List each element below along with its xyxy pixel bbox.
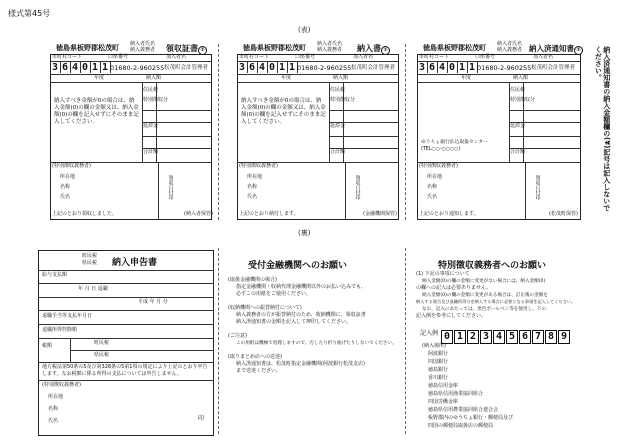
bank-line: まで送達ください。: [236, 368, 282, 374]
addr-label: (特別徴収義務者): [419, 163, 458, 169]
sub-right: 納入義務者: [497, 47, 523, 53]
municipal-code: 3 6 4 0 1 1: [238, 62, 297, 73]
notice-text: 納入すべき金額が0の場合は、納入金額(0)の欄の金額又は、納入金額(0)の欄を記入せずにそのまま記入してください。: [241, 98, 326, 126]
amount-label: 納入額: [513, 75, 529, 81]
obligor-line: 記入例を参考にしてください。: [416, 313, 487, 319]
example-digit: 4: [493, 330, 505, 344]
account-number: 01680-2-960255: [477, 64, 532, 72]
bank-line: [228, 327, 400, 334]
bank-list-item: 香川銀行: [428, 375, 449, 381]
report-row: 税額: [42, 343, 53, 349]
addr-field: 氏名: [427, 194, 438, 200]
row-label: 特別徴収分: [330, 97, 356, 103]
stamp-label: 領収日付印: [167, 175, 174, 200]
bank-line: 指定金融機関・収納代理金融機関以外のお払い込みでも、: [236, 284, 367, 290]
addr-label: (特別徴収義務者): [239, 163, 278, 169]
slip-title: 領収証書 ②: [166, 43, 207, 55]
footer-left: 上記のとおり通知します。: [419, 211, 479, 217]
example-digit: 6: [519, 330, 531, 344]
slip-receipt: [36, 40, 214, 220]
bank-notice: [228, 258, 398, 428]
bank-list-item: 徳島県信用漁業協同組合: [428, 391, 484, 397]
report-row: 町民税: [94, 340, 110, 346]
row-label: 住民税: [143, 87, 159, 93]
report-title: 納入申告書: [112, 258, 158, 268]
code-label: 市町村コード: [52, 54, 83, 60]
addr-field: 名称: [247, 184, 258, 190]
sub-right: 納入義務者: [130, 47, 156, 53]
amount-label: 納入額: [146, 75, 162, 81]
form-number: 様式第45号: [8, 9, 51, 18]
addr-field: 所在地: [60, 174, 76, 180]
obligor-line: 納入する場合及び退職所得分を納入する場合に必要となる事項を記入してください。: [416, 299, 576, 304]
bank-list-item: 徳島信用金庫: [428, 383, 459, 389]
addr-field: 氏名: [60, 194, 71, 200]
addr-field: 氏名: [247, 194, 258, 200]
example-digit: 8: [545, 330, 557, 344]
municipality: 徳島県板野郡松茂町: [56, 44, 119, 52]
center-name: ゆうちょ銀行払込取扱センター: [421, 140, 488, 145]
notice-text: 納入すべき金額が0の場合は、納入金額(0)の欄の金額又は、納入金額(0)の欄を記入せずにそのまま記入してください。: [54, 98, 139, 126]
account-number: 01680-2-960255: [110, 64, 165, 72]
fiscal-label: 年度: [281, 75, 292, 81]
payee-name: 松茂町会計管理者: [164, 65, 209, 71]
account-number: 01680-2-960255: [297, 64, 352, 72]
example-label: 記入例: [420, 330, 439, 338]
addr-label: (特別徴収義務者): [52, 163, 91, 169]
bank-line: (取扱金融機関の場合): [228, 277, 277, 283]
example-digit: 1: [454, 330, 466, 344]
front-label: (表): [298, 26, 311, 34]
example-digit: 5: [506, 330, 518, 344]
report-row: 退職手当等支払年月日: [42, 313, 93, 319]
seal-mark: 印: [198, 415, 205, 422]
name-label: 加入者名: [533, 54, 554, 60]
example-digit: 3: [480, 330, 492, 344]
name-label: 加入者名: [166, 54, 187, 60]
payee-name: 松茂町会計管理者: [531, 65, 576, 71]
bank-list-item: 四国の郵便局取扱店の郵便局: [428, 423, 494, 429]
addr-field: 名称: [427, 184, 438, 190]
addr-field: 名称: [60, 184, 71, 190]
footer-left: 上記のとおり納付します。: [239, 211, 299, 217]
slip-title: 納入書 ②: [357, 43, 390, 55]
row-label: 特別徴収分: [143, 97, 169, 103]
fiscal-label: 年度: [94, 75, 105, 81]
code-label: 市町村コード: [239, 54, 270, 60]
addr-field: 氏名: [48, 418, 59, 424]
row-label: 延滞金: [143, 123, 159, 129]
report-form: [38, 250, 214, 436]
obligor-line: (1) 下記の事項について: [416, 271, 470, 277]
sub-left: 納入者氏名: [130, 41, 156, 47]
addr-field: 所在地: [48, 394, 64, 400]
bank-list-label: (納入場所): [422, 343, 446, 349]
example-digit: 9: [558, 330, 570, 344]
bank-line: 納入済通知書の金額を記入して押印してください。: [236, 319, 352, 325]
bank-list-item: 板野郡内のゆうちょ銀行・郵便局及び: [428, 415, 514, 421]
obligor-notice: [416, 258, 596, 436]
row-label: 住民税: [510, 87, 526, 93]
row-label: 延滞金: [510, 123, 526, 129]
bank-line: 納入義務者の方が振替納付のため、收納機関に、領収証書: [236, 312, 366, 318]
fiscal-label: 年度: [461, 75, 472, 81]
obligor-line: 納入金額(0)の欄の金額に変更がある場合は、訂正後の金額を: [422, 293, 548, 298]
report-row: 給与支払額: [42, 272, 68, 278]
row-label: 合計額: [143, 149, 159, 155]
account-label: 口座番号: [475, 54, 496, 60]
example-digit: 7: [532, 330, 544, 344]
municipality: 徳島県板野郡松茂町: [243, 44, 306, 52]
stamp-label: 領収日付印: [354, 175, 361, 200]
sub-left: 納入者氏名: [317, 41, 343, 47]
row-label: 合計額: [330, 149, 346, 155]
bank-line: 納入済通知書は、松茂町指定金融機関(阿波銀行松茂支店): [236, 361, 365, 367]
obligor-line: の欄への記入は必要ありません。: [416, 285, 492, 291]
sub-right: 納入義務者: [317, 47, 343, 53]
account-label: 口座番号: [108, 54, 129, 60]
row-label: 合計額: [510, 149, 526, 155]
slip-title: 納入済通知書 ②: [529, 43, 583, 55]
addr-field: 名称: [48, 406, 59, 412]
slip-payment: [223, 40, 401, 220]
side-notice: 納入済通知書の納入金額欄の(¥)記号は記入しないでください。: [594, 46, 611, 212]
row-label: 特別徴収分: [510, 97, 536, 103]
bank-notice-title: 受付金融機関へのお願い: [248, 261, 348, 271]
example-digit: 0: [441, 330, 453, 344]
obligor-notice-title: 特別徴収義務者へのお願い: [438, 261, 547, 271]
municipal-code: 3 6 4 0 1 1: [418, 62, 477, 73]
footer-right: (松茂町保管): [549, 211, 578, 217]
municipal-code: 3 6 4 0 1 1: [51, 62, 110, 73]
bank-list-item: 徳島県信用農業協同組合連合会: [428, 407, 499, 413]
row-label: 住民税: [330, 87, 346, 93]
bank-line: (取りまとめ店への送達): [228, 354, 282, 360]
addr-field: 所在地: [427, 174, 443, 180]
row-label: 延滞金: [330, 123, 346, 129]
report-header-left: 町民税: [82, 253, 98, 259]
report-header-left2: 県民税: [82, 260, 98, 266]
report-row: 退職所得控除額: [42, 327, 78, 333]
bank-list-item: 四国銀行: [428, 359, 449, 365]
report-note: 地方税法第50条の5及び第328条の5第1項の規定により上記のとおり申告します。なお税額に係る所得の支払については申告しません。: [42, 364, 208, 377]
footer-right: (納入者保管): [184, 211, 213, 217]
bank-list-item: 四国労働金庫: [428, 399, 459, 405]
slip-payment-notice: [403, 40, 588, 220]
entry-example: [420, 324, 571, 344]
report-row: 平成 年 月 分: [138, 299, 168, 305]
addr-field: 所在地: [247, 174, 263, 180]
stamp-label: 領収日付印: [534, 175, 541, 200]
obligor-line: なお、記入にあたっては、黒色ボールペン等を使用し、下の: [422, 307, 546, 312]
account-label: 口座番号: [295, 54, 316, 60]
back-label: (裏): [298, 229, 311, 237]
footer-left: 上記のとおり領収しました。: [52, 211, 118, 217]
addr-label: (特別徴収義務者): [42, 382, 81, 388]
bank-list-item: 阿波銀行: [428, 351, 449, 357]
code-label: 市町村コード: [419, 54, 450, 60]
name-label: 加入者名: [353, 54, 374, 60]
footer-right: (金融機関保管): [363, 211, 397, 217]
bank-line: (収納機関への振替納付について): [228, 305, 302, 311]
bank-line: この用紙は機械で処理しますので、汚したり折り曲げたりしないでください。: [236, 341, 397, 346]
obligor-line: 納入金額(0)の欄の金額に変更がない場合には、納入金額(0): [422, 279, 546, 284]
payee-name: 松茂町会計管理者: [351, 65, 396, 71]
report-row: 年 月 日 退職: [78, 286, 108, 292]
bank-line: (ご注意): [228, 333, 247, 339]
amount-label: 納入額: [333, 75, 349, 81]
municipality: 徳島県板野郡松茂町: [423, 44, 486, 52]
report-row: 県民税: [94, 352, 110, 358]
center-phone: (TEL○○-○○○○): [421, 147, 461, 152]
bank-line: 必ずこの用紙をご使用ください。: [236, 291, 312, 297]
sub-left: 納入者氏名: [497, 41, 523, 47]
example-digit: 2: [467, 330, 479, 344]
bank-list-item: 徳島銀行: [428, 367, 449, 373]
